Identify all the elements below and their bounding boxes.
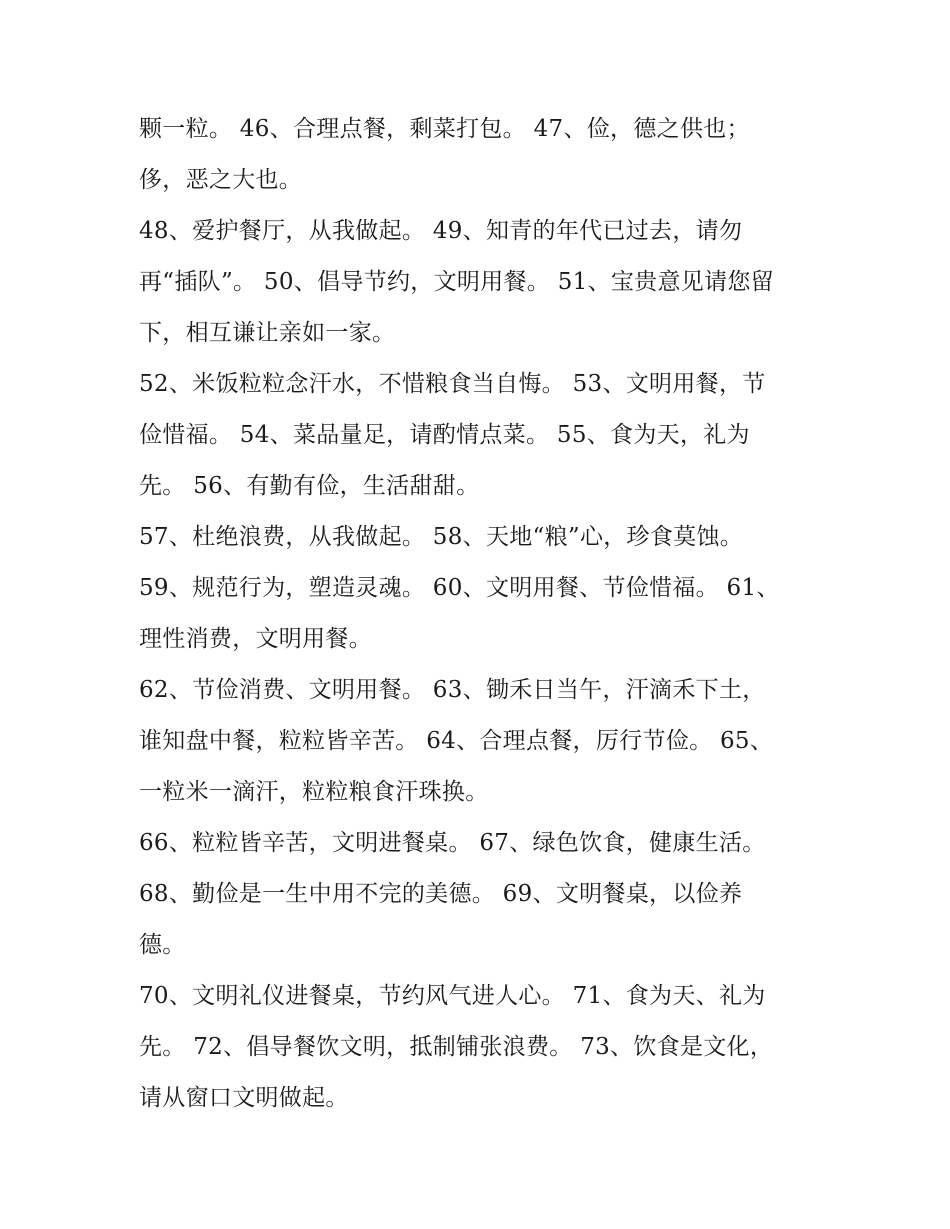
- text-line: 68、勤俭是一生中用不完的美德。 69、文明餐桌，以俭养: [139, 881, 743, 907]
- text-line: 59、规范行为，塑造灵魂。 60、文明用餐、节俭惜福。 61、: [139, 575, 780, 601]
- text-line: 侈，恶之大也。: [139, 167, 303, 193]
- text-line: 谁知盘中餐，粒粒皆辛苦。 64、合理点餐，厉行节俭。 65、: [139, 728, 774, 754]
- text-line: 一粒米一滴汗，粒粒粮食汗珠换。: [139, 779, 489, 805]
- text-line: 德。: [139, 932, 186, 958]
- text-line: 理性消费，文明用餐。: [139, 626, 372, 652]
- text-line: 颗一粒。 46、合理点餐，剩菜打包。 47、俭，德之供也；: [139, 116, 750, 142]
- text-line: 俭惜福。 54、菜品量足，请酌情点菜。 55、食为天，礼为: [139, 422, 750, 448]
- text-line: 48、爱护餐厅，从我做起。 49、知青的年代已过去，请勿: [139, 218, 743, 244]
- document-body: [139, 104, 819, 1124]
- text-line: 再“插队”。 50、倡导节约，文明用餐。 51、宝贵意见请您留: [139, 269, 774, 295]
- text-line: 57、杜绝浪费，从我做起。 58、天地“粮”心，珍食莫蚀。: [139, 524, 744, 550]
- text-line: 先。 72、倡导餐饮文明，抵制铺张浪费。 73、饮食是文化，: [139, 1034, 774, 1060]
- text-line: 62、节俭消费、文明用餐。 63、锄禾日当午，汗滴禾下土，: [139, 677, 766, 703]
- text-line: 下，相互谦让亲如一家。: [139, 320, 396, 346]
- text-line: 请从窗口文明做起。: [139, 1085, 349, 1111]
- text-line: 66、粒粒皆辛苦，文明进餐桌。 67、绿色饮食，健康生活。: [139, 830, 766, 856]
- text-line: 先。 56、有勤有俭，生活甜甜。: [139, 473, 480, 499]
- text-line: 70、文明礼仪进餐桌，节约风气进人心。 71、食为天、礼为: [139, 983, 766, 1009]
- text-line: 52、米饭粒粒念汗水，不惜粮食当自悔。 53、文明用餐，节: [139, 371, 766, 397]
